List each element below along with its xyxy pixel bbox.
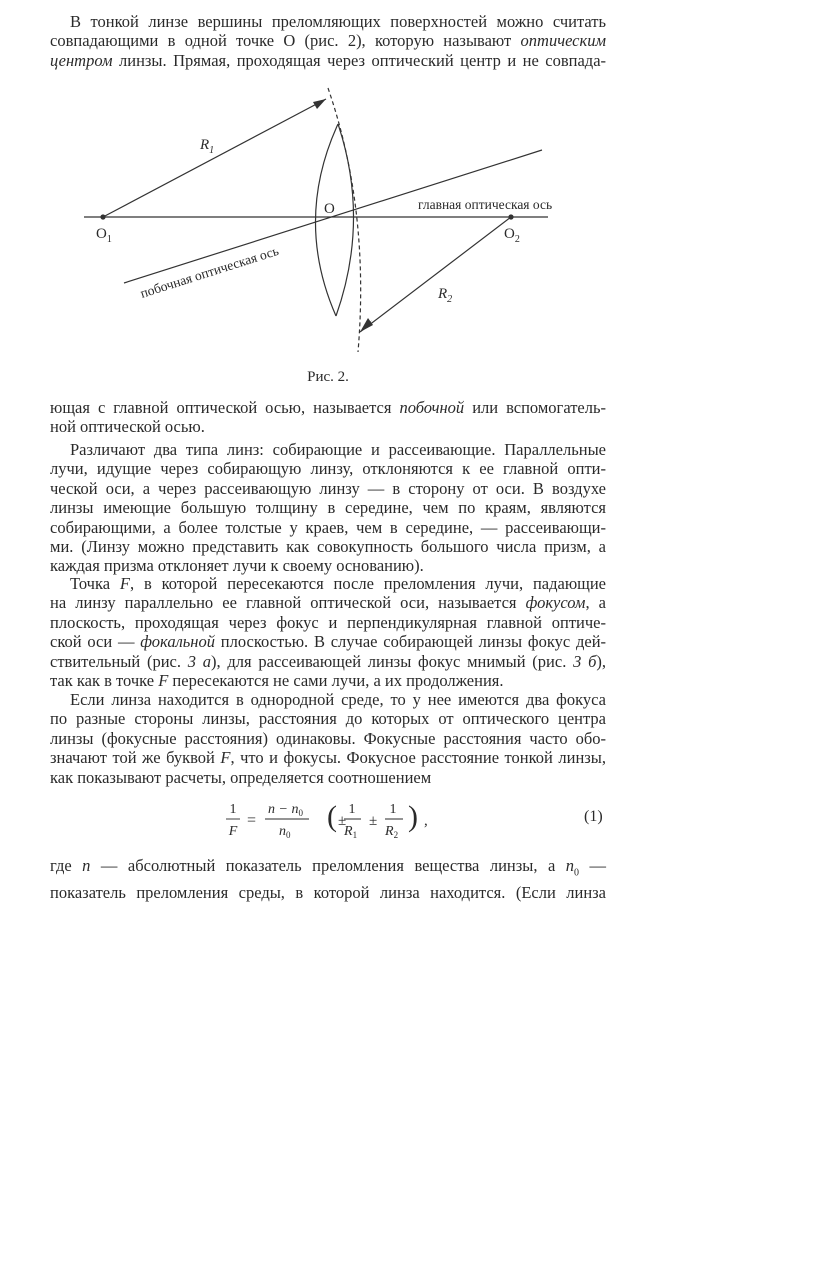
text-line: Точка [70,574,111,593]
equals-sign: = [247,812,257,829]
formula-number: (1) [584,808,603,825]
text-line: ческой оси, а через рассеивающую линзу — в сторону от оси. В воздухе [50,478,606,498]
formula-comma: , [424,813,428,829]
text-line: — абсолютный показатель преломления вещества линзы, а [100,856,556,875]
paragraph-lens-types [50,440,606,576]
math-var: n [82,856,91,875]
text-line: , а [585,593,607,613]
radius-r1-line [103,99,326,217]
frac-4-denominator: $R_2$ [385,824,399,840]
text-line: ), для рассеивающей линзы фокус мнимый (рис. [211,651,567,671]
text-line: линзы (фокусные расстояния) одинаковы. Фокусные расстояния часто обо- [50,728,606,748]
text-line: В тонкой линзе вершины преломляющих поверхностей можно считать [70,12,606,31]
frac-3-numerator: 1 [348,802,356,817]
arrowhead-r1 [313,99,326,109]
lens-diagram [70,80,590,370]
surface-arc-dashed [328,88,361,352]
italic-term: фокусом [525,593,586,613]
frac-1-denominator: F [228,824,238,839]
text-line: плоскостью. В случае собирающей линзы фокус дей- [220,632,607,652]
frac-1-numerator: 1 [229,802,237,817]
text-line: Различают два типа линз: собирающие и рассеивающие. Параллельные [70,440,606,459]
italic-term: фокальной [140,632,215,652]
label-o: O [324,201,335,217]
lens-right-surface [336,124,354,316]
text-line: пересекаются не сами лучи, а их продолжения. [172,671,504,691]
label-r2: $R_2$ [438,286,453,305]
text-line: ствительный (рис. [50,651,181,671]
text-line: линзы. Прямая, проходящая через оптический центр и не совпада- [119,50,607,70]
text-line: так как в точке [50,671,155,691]
text-line: совпадающими в одной точке O (рис. 2), которую называют [50,31,512,51]
paragraph-optical-center [50,12,606,70]
text-line: лучи, идущие через собирающую линзу, отклоняются к ее главной опти- [50,459,606,479]
point-o2 [508,214,513,219]
figure-caption: Рис. 2. [307,369,349,385]
lens-formula [0,795,656,845]
label-r1: $R_1$ [200,137,215,156]
text-line: , что и фокусы. Фокусное расстояние тонкой линзы, [230,748,607,768]
text-line: где [50,856,72,875]
text-line: ми. (Линзу можно представить как совокупность большого числа призм, а [50,537,606,557]
frac-2-numerator: $n - n_0$ [268,802,303,818]
text-line: линзы имеющие большую толщину в середине, чем по краям, являются [50,498,606,518]
math-var: F [158,671,169,691]
lens-left-surface [315,124,338,316]
frac-3-denominator: $R_1$ [344,824,358,840]
figure-ref: 3 б [573,651,597,671]
text-line: , в которой пересекаются после преломления лучи, падающие [130,574,607,593]
italic-term: центром [50,50,113,70]
point-o1 [100,214,105,219]
text-line: на линзу параллельно ее главной оптической оси, называется [50,593,517,613]
frac-2-denominator: $n_0$ [279,824,291,840]
text-line: каждая призма отклоняет лучи к своему основанию). [50,556,424,576]
radius-r2-line [360,217,511,332]
text-line: плоскость, проходящая через фокус и перпендикулярная главной оптиче- [50,612,606,632]
text-line: как показывают расчеты, определяется соотношением [50,767,432,787]
figure-ref: 3 а [187,651,212,671]
label-main-axis: главная оптическая ось [418,197,553,212]
text-line: по разные стороны линзы, расстояния до которых от оптического центра [50,709,606,729]
math-var: F [119,574,130,593]
frac-4-numerator: 1 [389,802,397,817]
text-line: показатель преломления среды, в которой линза находится. (Если линза [50,882,606,902]
label-o1: $O_1$ [96,226,112,245]
paragraph-refractive-index [50,856,606,902]
text-line: значают той же буквой [50,748,215,768]
paren-close: ) [408,800,418,833]
label-secondary-axis: побочная оптическая ось [138,242,281,301]
text-line: — [589,856,607,875]
italic-term: оптическим [520,31,606,51]
text-line: Если линза находится в однородной среде, то у нее имеются два фокуса [70,690,606,709]
paragraph-focus [50,574,606,690]
paragraph-secondary-axis [50,398,606,437]
label-o2: $O_2$ [504,226,520,245]
paragraph-focal-distance [50,690,606,787]
text-line: ющая с главной оптической осью, называется [50,398,392,417]
pm-sign: ± [338,813,347,829]
text-line: ской оси — [50,632,135,652]
italic-term: побочной [399,398,465,417]
paren-open: ( [327,800,337,833]
arrowhead-r2b [360,318,373,332]
text-line: ной оптической осью. [50,417,205,437]
math-var: $n_0$ [565,856,580,879]
math-var: F [220,748,231,768]
text-line: ), [596,651,607,671]
text-line: или вспомогатель- [472,398,607,417]
text-line: собирающими, а более толстые у краев, чем в середине, — рассеивающи- [50,517,606,537]
pm-sign: ± [369,813,378,829]
